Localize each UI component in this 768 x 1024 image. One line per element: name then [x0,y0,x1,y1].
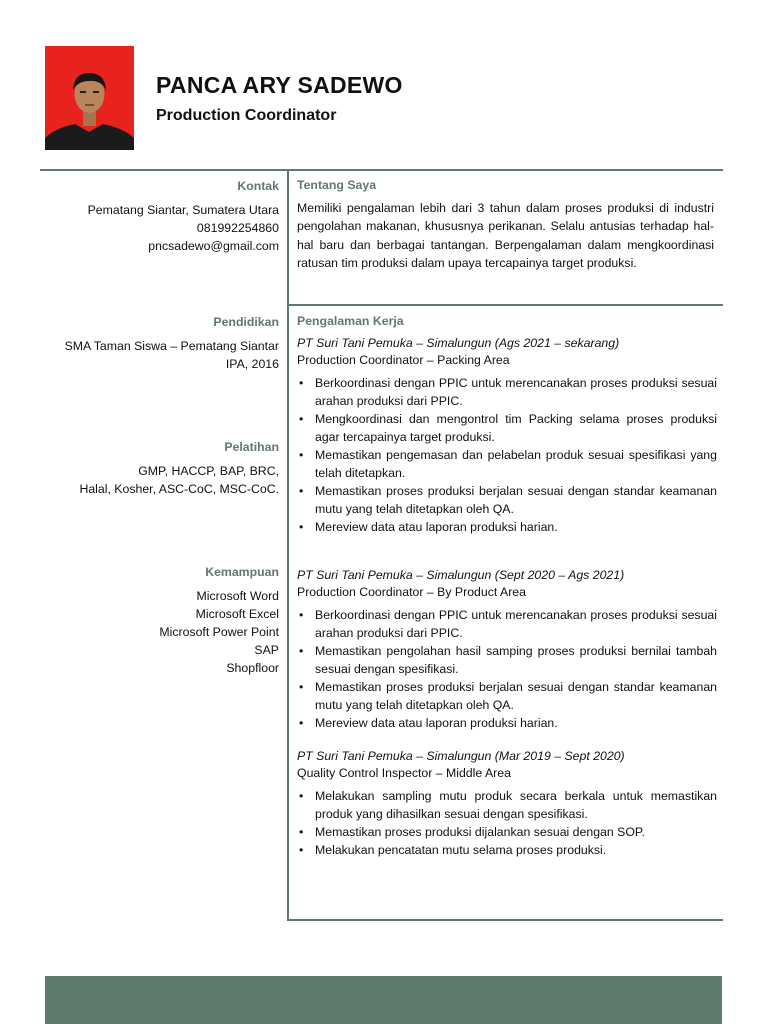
about-heading: Tentang Saya [297,178,377,192]
contact-section [40,177,279,255]
experience-heading: Pengalaman Kerja [297,314,404,328]
footer-bar [45,976,722,1024]
training-section [40,438,279,498]
about-divider [288,304,723,306]
job-duty: • Memastikan pengemasan dan pelabelan produk sesuai spesifikasi yang telah ditetapkan. [297,446,717,482]
header-divider [40,169,723,171]
job-duty: • Memastikan proses produksi berjalan sesuai dengan standar keamanan mutu yang telah ditetapkan oleh QA. [297,482,717,518]
skills-section [40,563,279,677]
job-duty: • Memastikan proses produksi dijalankan sesuai dengan SOP. [297,823,717,841]
job-role: Quality Control Inspector – Middle Area [297,766,511,780]
job-company: PT Suri Tani Pemuka – Simalungun (Ags 2021 – sekarang) [297,336,620,350]
about-text: Memiliki pengalaman lebih dari 3 tahun dalam proses produksi di industri pengolahan makanan, khususnya perikanan. Selalu antusias terhadap hal-hal baru dan berbagai tantangan. Berpengalaman dalam mengkoordinasi ratusan tim produksi dalam upaya tercapainya target produksi. [297,201,714,270]
job-duties [297,374,717,536]
job-entry [297,566,717,732]
job-duty: • Mengkoordinasi dan mengontrol tim Packing selama proses produksi agar tercapainya target produksi. [297,410,717,446]
job-duty: • Melakukan sampling mutu produk secara berkala untuk memastikan produk yang dihasilkan sesuai dengan spesifikasi. [297,787,717,823]
job-company: PT Suri Tani Pemuka – Simalungun (Sept 2020 – Ags 2021) [297,568,625,582]
skill-item: Microsoft Word [196,589,279,603]
skill-item: Microsoft Power Point [159,625,279,639]
job-company: PT Suri Tani Pemuka – Simalungun (Mar 2019 – Sept 2020) [297,749,625,763]
training-heading: Pelatihan [224,440,279,454]
job-role: Production Coordinator – By Product Area [297,585,526,599]
training-line: Halal, Kosher, ASC-CoC, MSC-CoC. [79,482,279,496]
job-duty: • Berkoordinasi dengan PPIC untuk merencanakan proses produksi sesuai arahan produksi dari PPIC. [297,606,717,642]
person-title: Production Coordinator [156,107,337,124]
job-duties [297,787,717,859]
skill-item: Microsoft Excel [195,607,279,621]
education-heading: Pendidikan [213,315,279,329]
contact-email: pncsadewo@gmail.com [148,239,279,253]
job-entry [297,747,717,859]
job-duties [297,606,717,732]
education-major: IPA, 2016 [225,357,279,371]
person-name: PANCA ARY SADEWO [156,72,403,98]
job-duty: • Berkoordinasi dengan PPIC untuk merencanakan proses produksi sesuai arahan produksi dari PPIC. [297,374,717,410]
job-duty: • Memastikan pengolahan hasil samping proses produksi bernilai tambah sesuai dengan spesifikasi. [297,642,717,678]
job-duty: • Melakukan pencatatan mutu selama proses produksi. [297,841,717,859]
job-duty: • Mereview data atau laporan produksi harian. [297,714,717,732]
bottom-divider [288,919,723,921]
skill-item: Shopfloor [226,661,279,675]
skills-heading: Kemampuan [205,565,279,579]
job-duty: • Mereview data atau laporan produksi harian. [297,518,717,536]
contact-phone: 081992254860 [196,221,279,235]
education-section [40,313,279,373]
education-school: SMA Taman Siswa – Pematang Siantar [64,339,279,353]
contact-heading: Kontak [237,179,279,193]
training-line: GMP, HACCP, BAP, BRC, [138,464,279,478]
skill-item: SAP [254,643,279,657]
job-duty: • Memastikan proses produksi berjalan sesuai dengan standar keamanan mutu yang telah ditetapkan oleh QA. [297,678,717,714]
profile-photo [45,46,134,150]
job-role: Production Coordinator – Packing Area [297,353,510,367]
job-entry [297,334,717,536]
column-divider [287,170,289,921]
contact-address: Pematang Siantar, Sumatera Utara [87,203,279,217]
